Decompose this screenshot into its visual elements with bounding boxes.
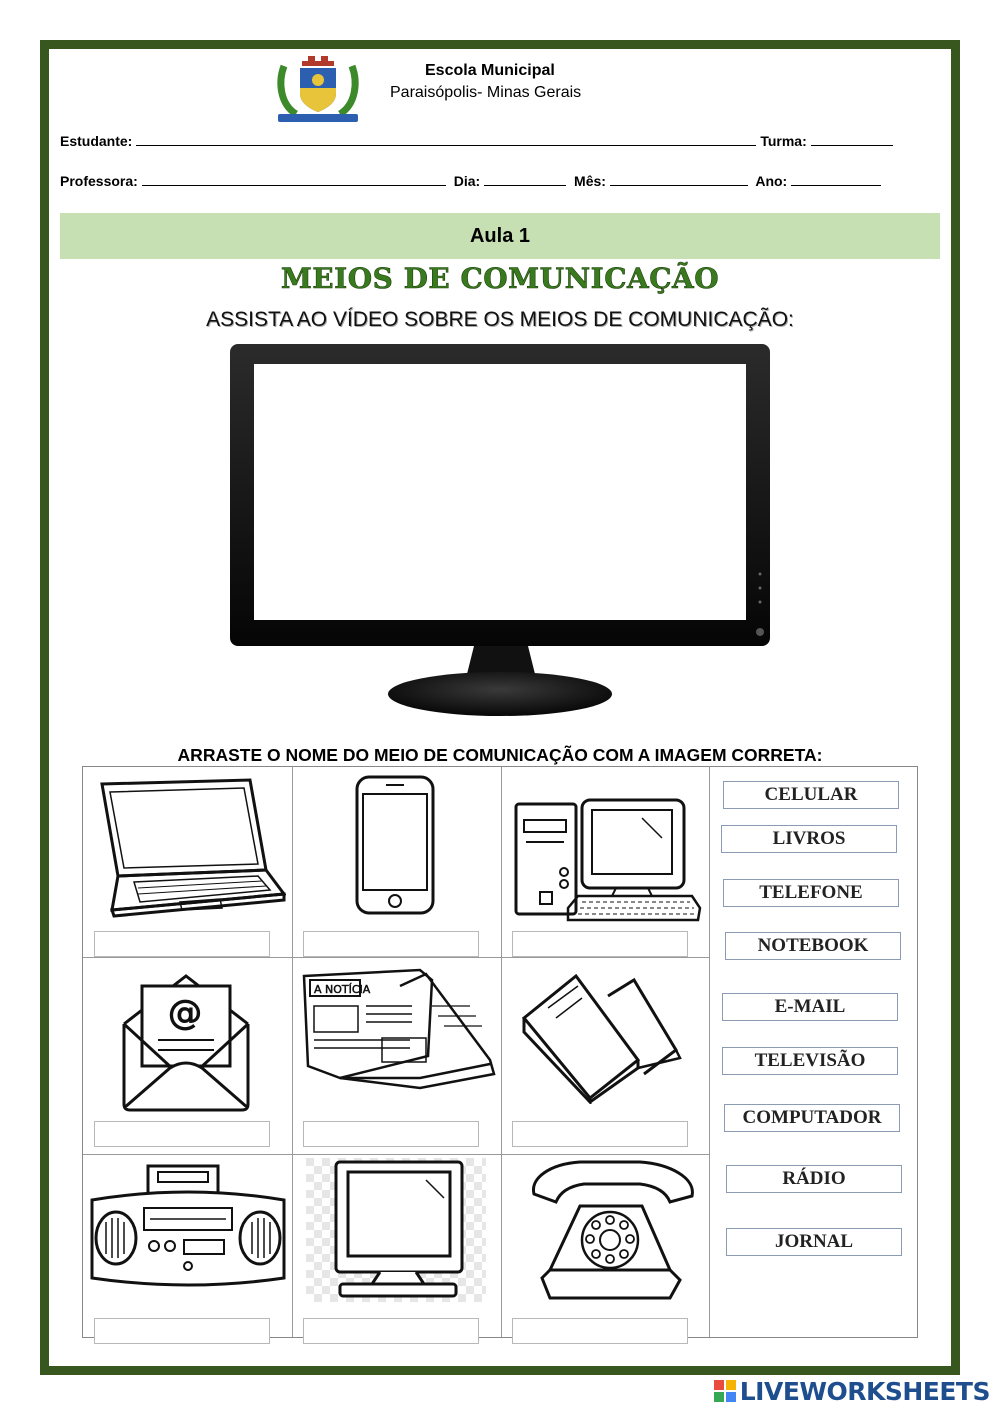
word-email[interactable]: E-MAIL xyxy=(722,993,898,1021)
month-line xyxy=(610,171,748,186)
email-icon xyxy=(118,972,254,1114)
class-line xyxy=(811,131,893,146)
word-televisao[interactable]: TELEVISÃO xyxy=(722,1047,898,1075)
teacher-row xyxy=(60,171,885,189)
television-icon xyxy=(306,1158,486,1302)
drag-instruction: ARRASTE O NOME DO MEIO DE COMUNICAÇÃO COM A IMAGEM CORRETA: xyxy=(177,745,823,765)
grid-divider xyxy=(83,957,709,958)
word-notebook[interactable]: NOTEBOOK xyxy=(725,932,901,960)
word-celular[interactable]: CELULAR xyxy=(723,781,899,809)
word-radio[interactable]: RÁDIO xyxy=(726,1165,902,1193)
teacher-line xyxy=(142,171,446,186)
video-instruction: ASSISTA AO VÍDEO SOBRE OS MEIOS DE COMUNICAÇÃO: xyxy=(206,308,794,331)
answer-box-telephone[interactable] xyxy=(512,1318,688,1344)
student-line xyxy=(136,131,756,146)
books-icon xyxy=(520,974,682,1104)
school-name: Escola Municipal xyxy=(425,62,555,79)
brand-name: LIVEWORKSHEETS xyxy=(739,1376,990,1406)
word-jornal[interactable]: JORNAL xyxy=(726,1228,902,1256)
page-title: MEIOS DE COMUNICAÇÃO xyxy=(280,262,720,295)
day-line xyxy=(484,171,566,186)
grid-divider xyxy=(501,767,502,1337)
answer-box-notebook[interactable] xyxy=(94,931,270,957)
word-livros[interactable]: LIVROS xyxy=(721,825,897,853)
grid-divider xyxy=(292,767,293,1337)
svg-text:A NOTÍCIA: A NOTÍCIA xyxy=(314,983,371,996)
telephone-icon xyxy=(520,1158,698,1302)
answer-box-radio[interactable] xyxy=(94,1318,270,1344)
class-label: Turma: xyxy=(760,133,807,149)
year-line xyxy=(791,171,881,186)
answer-box-email[interactable] xyxy=(94,1121,270,1147)
word-computador[interactable]: COMPUTADOR xyxy=(724,1104,900,1132)
answer-box-cellphone[interactable] xyxy=(303,931,479,957)
word-telefone[interactable]: TELEFONE xyxy=(723,879,899,907)
teacher-label: Professora: xyxy=(60,173,138,189)
answer-box-newspaper[interactable] xyxy=(303,1121,479,1147)
grid-divider xyxy=(709,767,710,1337)
liveworksheets-brand[interactable] xyxy=(714,1375,990,1407)
month-label: Mês: xyxy=(574,173,606,189)
student-row xyxy=(60,131,897,149)
computer-icon xyxy=(512,798,702,924)
svg-text:@: @ xyxy=(168,993,202,1033)
lesson-banner: Aula 1 xyxy=(60,213,940,259)
grid-divider xyxy=(83,1154,709,1155)
video-monitor[interactable] xyxy=(228,342,772,720)
liveworksheets-logo-icon xyxy=(714,1380,736,1402)
answer-box-computer[interactable] xyxy=(512,931,688,957)
newspaper-icon xyxy=(300,966,496,1092)
school-crest-icon xyxy=(272,52,364,124)
cellphone-icon xyxy=(354,774,436,916)
year-label: Ano: xyxy=(755,173,788,189)
radio-icon xyxy=(88,1160,288,1292)
answer-box-books[interactable] xyxy=(512,1121,688,1147)
day-label: Dia: xyxy=(453,173,481,189)
school-city: Paraisópolis- Minas Gerais xyxy=(390,84,582,101)
answer-box-television[interactable] xyxy=(303,1318,479,1344)
notebook-icon xyxy=(90,778,286,920)
student-label: Estudante: xyxy=(60,133,133,149)
